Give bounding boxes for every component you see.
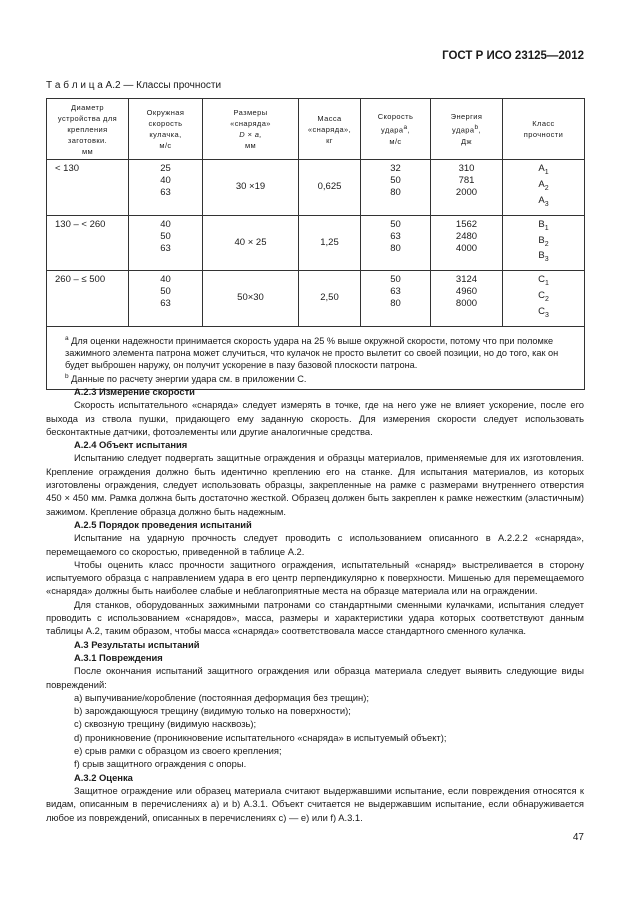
col-header-size: Размеры «снаряда» D × a, мм [203, 99, 299, 160]
table-header-row [47, 99, 585, 160]
col-header-energy: Энергия удара$^b$, Дж [431, 99, 503, 160]
section-heading: A.3.1 Повреждения [74, 651, 163, 663]
col-header-impact-speed: Скорость удара$^a$, м/с [361, 99, 431, 160]
table-row [47, 160, 585, 216]
cell-mass: 0,625 [299, 160, 361, 216]
list-item: c) сквозную трещину (видимую насквозь); [74, 718, 257, 730]
table-footnotes [47, 327, 585, 390]
cell-mass: 1,25 [299, 215, 361, 271]
col-header-diameter: Диаметр устройства для крепления заготовки. мм [47, 99, 129, 160]
table-row [47, 215, 585, 271]
list-item: b) зарождающуюся трещину (видимую только на поверхности); [74, 705, 351, 717]
cell-speed: 40 50 63 [129, 271, 203, 327]
cell-diameter: < 130 [47, 160, 129, 216]
section-heading: A.3 Результаты испытаний [74, 638, 200, 650]
cell-impact-speed: 50 63 80 [361, 271, 431, 327]
list-item: e) срыв рамки с образцом из своего крепления; [74, 745, 282, 757]
cell-energy: 1562 2480 4000 [431, 215, 503, 271]
footnote-a: $^a$ Для оценки надежности принимается скорость удара на 25 % выше окружной скорости, потому что при поломке зажимного элемента патрона может случиться, что кулачок не просто вылетит со своей позиции, но до того, как он будет выброшен наружу, он получит ускорение в пазу базовой плоскости патрона. [65, 335, 559, 371]
list-item: a) выпучивание/коробление (постоянная деформация без трещин); [74, 691, 369, 703]
col-header-mass: Масса «снаряда», кг [299, 99, 361, 160]
list-item: d) проникновение (проникновение испытательного «снаряда» в испытуемый объект); [74, 731, 447, 743]
paragraph: Чтобы оценить класс прочности защитного ограждения, испытательный «снаряд» выстреливается в сторону испытуемого образца с направлением удара в его центр перпендикулярно к поверхности. Мишенью для перемещаемого «снаряда» должны быть наиболее слабые и неблагоприятные места на образце материала или на ограждении. [46, 558, 584, 597]
strength-classes-table [46, 98, 585, 390]
paragraph: Испытанию следует подвергать защитные ограждения и образцы материалов, применяемые для их изготовления. Крепление ограждения должно быть идентично креплению его на станке. Для испытания материалов, из которых изготовлены ограждения, следует использовать образцы, закрепленные на рамке с размерами внутреннего отверстия 450 × 450 мм. Рамка должна быть достаточно жесткой. Образец должен быть закреплен к рамке нежестким (эластичным) зажимом. Крепление образца должно быть надежным. [46, 452, 584, 517]
cell-class: $A_1$ $A_2$ $A_3$ [503, 160, 585, 216]
cell-impact-speed: 50 63 80 [361, 215, 431, 271]
table-footnotes-row [47, 327, 585, 390]
table-row [47, 271, 585, 327]
cell-class: $C_1$ $C_2$ $C_3$ [503, 271, 585, 327]
cell-size: 50×30 [203, 271, 299, 327]
section-heading: A.2.3 Измерение скорости [74, 386, 195, 397]
cell-diameter: 130 – < 260 [47, 215, 129, 271]
cell-energy: 310 781 2000 [431, 160, 503, 216]
col-header-class: Класс прочности [503, 99, 585, 160]
cell-size: 40 × 25 [203, 215, 299, 271]
cell-speed: 25 40 63 [129, 160, 203, 216]
cell-mass: 2,50 [299, 271, 361, 327]
footnote-b: $^b$ Данные по расчету энергии удара см. в приложении C. [65, 373, 307, 385]
paragraph: Для станков, оборудованных зажимными патронами со стандартными сменными кулачками, испытания следует проводить с использованием «снарядов», масса, размеры и характеристики удара которых соответствуют данным таблицы A.2, таким образом, чтобы масса «снаряда» соответствовала массе стандартного сменного кулачка. [46, 598, 584, 637]
paragraph: После окончания испытаний защитного ограждения или образца материала следует выявить следующие виды повреждений: [46, 665, 584, 690]
col-header-speed: Окружная скорость кулачка, м/с [129, 99, 203, 160]
section-heading: A.2.4 Объект испытания [74, 439, 188, 451]
paragraph: Скорость испытательного «снаряда» следует измерять в точке, где на него уже не влияет ускорение, после его выхода из ствола пушки, придающего ему заданную скорость. Для измерения скорости следует использовать бесконтактные датчики, фотоэлементы или другие аналогичные средства. [46, 399, 584, 437]
document-header: ГОСТ Р ИСО 23125—2012 [442, 50, 584, 62]
cell-diameter: 260 – ≤ 500 [47, 271, 129, 327]
cell-class: $B_1$ $B_2$ $B_3$ [503, 215, 585, 271]
section-heading: A.2.5 Порядок проведения испытаний [74, 518, 252, 530]
cell-energy: 3124 4960 8000 [431, 271, 503, 327]
table-caption: Т а б л и ц а А.2 — Классы прочности [46, 80, 222, 91]
page-number: 47 [572, 832, 584, 843]
list-item: f) срыв защитного ограждения с опоры. [74, 758, 247, 770]
paragraph: Защитное ограждение или образец материала считают выдержавшими испытание, если повреждения относятся к видам, описанным в перечислениях a) и b) A.3.1. Объект считается не выдержавшим испытание, если обнаруживается любое из повреждений, описанных в перечислениях c) — e) или f) A.3.1. [46, 784, 584, 823]
cell-impact-speed: 32 50 80 [361, 160, 431, 216]
section-heading: A.3.2 Оценка [74, 771, 133, 783]
body-text [46, 385, 584, 824]
paragraph: Испытание на ударную прочность следует проводить с использованием описанного в A.2.2.2 «снаряда», перемещаемого со скоростью, приведенной в таблице A.2. [46, 532, 584, 557]
cell-size: 30 ×19 [203, 160, 299, 216]
cell-speed: 40 50 63 [129, 215, 203, 271]
